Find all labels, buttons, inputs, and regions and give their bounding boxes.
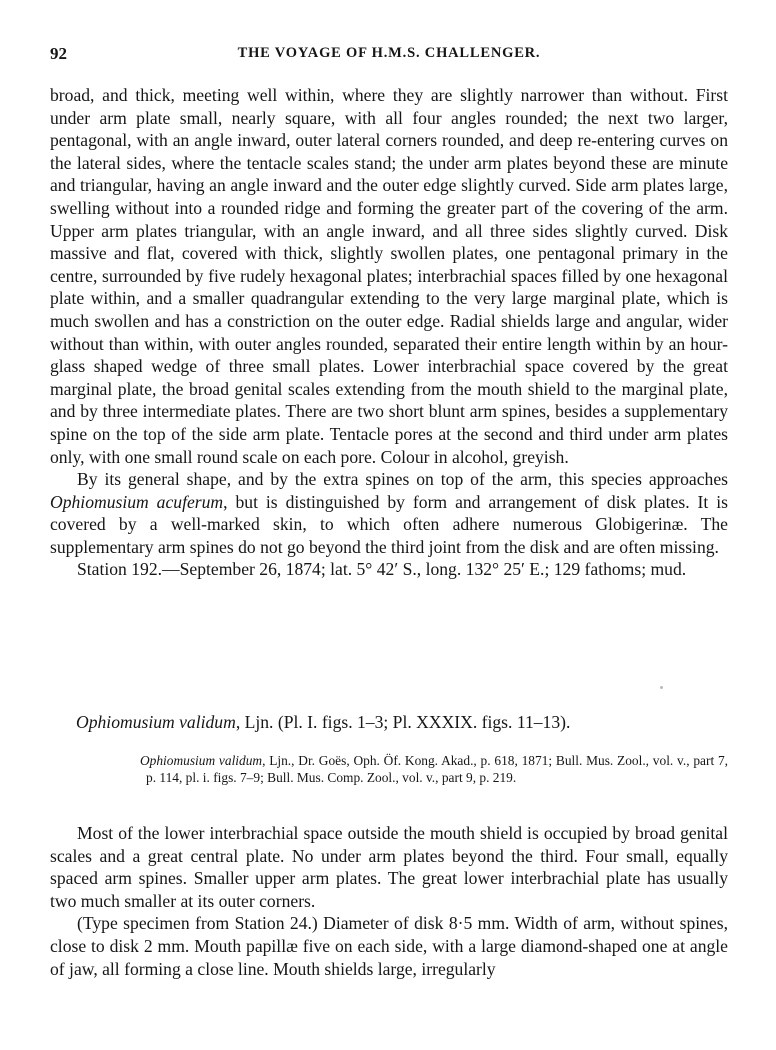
synonymy-reference [140, 752, 728, 786]
comparison-paragraph [50, 468, 728, 558]
print-speck [660, 686, 663, 689]
description-section [50, 84, 728, 581]
species-heading [76, 712, 728, 733]
diagnosis-paragraph: Most of the lower interbrachial space outside the mouth shield is occupied by broad genital scales and a great central plate. No under arm plates beyond the third. Four small, equally spaced arm spines. Smaller upper arm plates. The great lower interbrachial plate has usually two much smaller at its outer corners. [50, 823, 728, 911]
comparison-text-end: , but is distinguished by form and arrangement of disk plates. It is covered by a well-marked skin, to which often adhere numerous Globigerinæ. The supplementary arm spines do not go beyond the third joint from the disk and are often missing. [50, 491, 728, 557]
species-name: Ophiomusium validum [76, 712, 236, 732]
synonymy-citations: , Ljn., Dr. Goës, Oph. Öf. Kong. Akad., p. 618, 1871; Bull. Mus. Zool., vol. v., part 7, p. 114, pl. i. figs. 7–9; Bull. Mus. Comp. Zool., vol. v., part 9, p. 219. [146, 753, 728, 786]
station-paragraph: Station 192.—September 26, 1874; lat. 5° 42′ S., long. 132° 25′ E.; 129 fathoms; mud. [77, 559, 687, 580]
type-specimen-paragraph: (Type specimen from Station 24.) Diameter of disk 8·5 mm. Width of arm, without spines, close to disk 2 mm. Mouth papillæ five on each side, with a large diamond-shaped one at angle of jaw, all forming a close line. Mouth shields large, irregularly [50, 913, 728, 979]
comparison-text-start: By its general shape, and by the extra spines on top of the arm, this species approaches [77, 469, 728, 490]
compared-species-name: Ophiomusium acuferum [50, 491, 224, 512]
species-plate-refs: , Ljn. (Pl. I. figs. 1–3; Pl. XXXIX. figs. 11–13). [235, 712, 571, 732]
running-head [50, 44, 728, 66]
synonymy-species-name: Ophiomusium validum [140, 753, 263, 768]
description-paragraph: broad, and thick, meeting well within, where they are slightly narrower than without. First under arm plate small, nearly square, with all four angles rounded; the next two larger, pentagonal, with an angle inward, outer lateral corners rounded, and deep re-entering curves on the lateral sides, where the tentacle scales stand; the under arm plates beyond these are minute and triangular, having an angle inward and the outer edge slightly curved. Side arm plates large, swelling without into a rounded ridge and forming the greater part of the covering of the arm. Upper arm plates triangular, with an angle inward, and all three sides slightly curved. Disk massive and flat, covered with thick, slightly swollen plates, one pentagonal primary in the centre, surrounded by five rudely hexagonal plates; interbrachial spaces filled by one hexagonal plate within, and a smaller quadrangular extending to the very large marginal plate, which is much swollen and has a constriction on the outer edge. Radial shields large and angular, wider without than within, with outer angles rounded, separated their entire length within by an hour-glass shaped wedge of three small plates. Lower interbrachial space covered by the great marginal plate, the broad genital scales extending from the mouth shield to the marginal plate, and by three intermediate plates. There are two short blunt arm spines, besides a supplementary spine on the top of the side arm plate. Tentacle pores at the second and third under arm plates only, with one small round scale on each pore. Colour in alcohol, greyish. [50, 85, 728, 467]
diagnosis-section [50, 822, 728, 980]
running-title: THE VOYAGE OF H.M.S. CHALLENGER. [237, 45, 541, 61]
page-number: 92 [50, 44, 67, 63]
